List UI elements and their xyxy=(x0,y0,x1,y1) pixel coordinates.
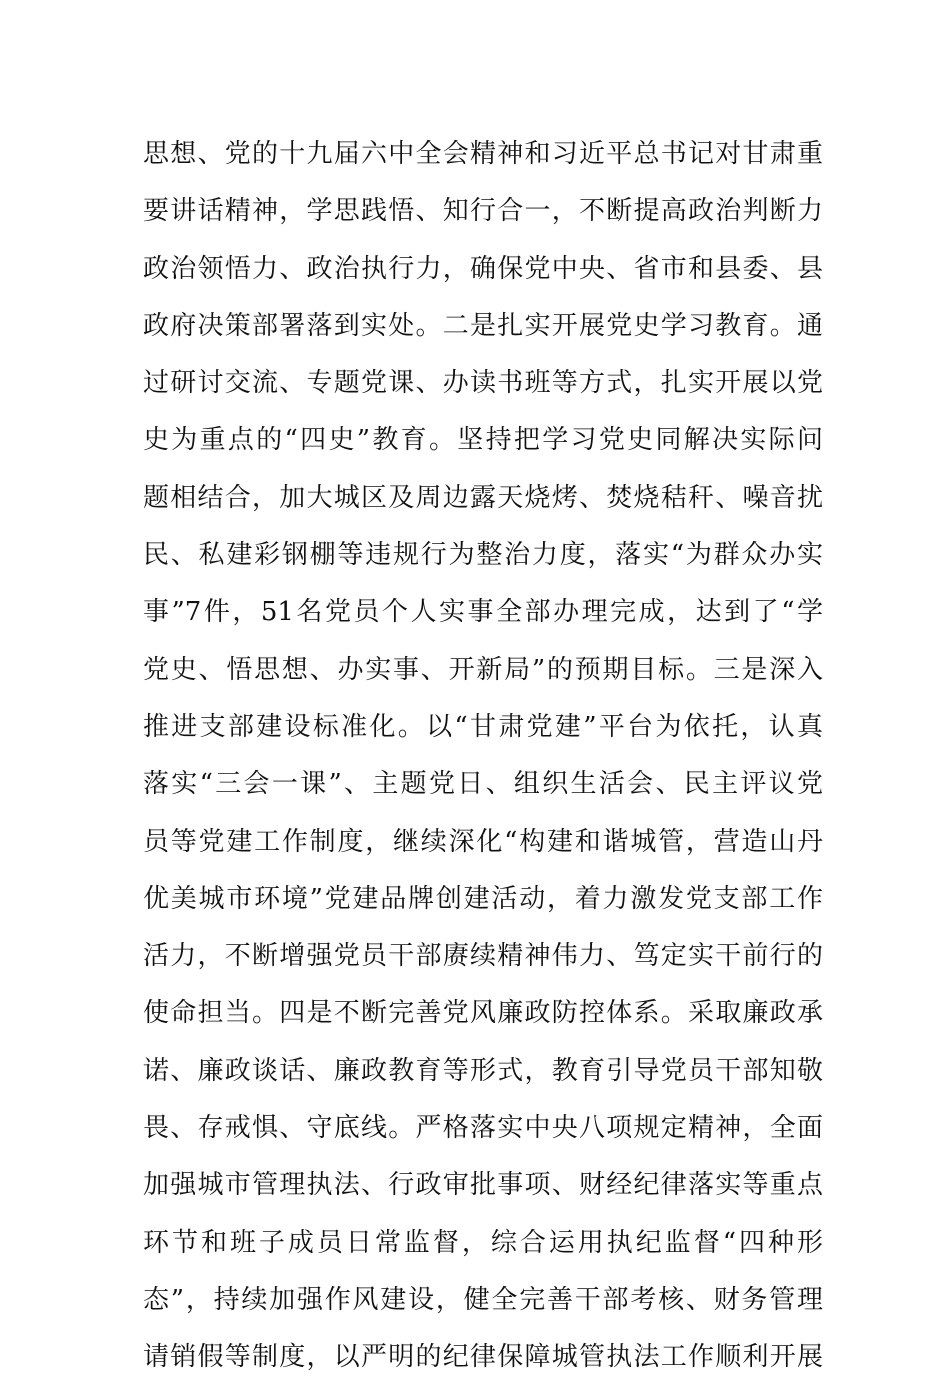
text-line: 推进支部建设标准化。以“甘肃党建”平台为依托，认真 xyxy=(143,711,823,742)
text-line: 题相结合，加大城区及周边露天烧烤、焚烧秸秆、噪音扰 xyxy=(143,482,823,513)
text-line: 民、私建彩钢棚等违规行为整治力度，落实“为群众办实 xyxy=(143,540,823,571)
text-line: 史为重点的“四史”教育。坚持把学习党史同解决实际问 xyxy=(143,425,823,456)
text-line: 事”7件，51名党员个人实事全部办理完成，达到了“学 xyxy=(143,597,823,628)
text-line: 活力，不断增强党员干部赓续精神伟力、笃定实干前行的 xyxy=(143,941,823,972)
text-line: 使命担当。四是不断完善党风廉政防控体系。采取廉政承 xyxy=(143,998,823,1029)
text-line: 思想、党的十九届六中全会精神和习近平总书记对甘肃重 xyxy=(143,139,823,169)
text-line: 加强城市管理执法、行政审批事项、财经纪律落实等重点 xyxy=(143,1170,823,1201)
body-text xyxy=(143,126,823,1387)
text-line: 落实“三会一课”、主题党日、组织生活会、民主评议党 xyxy=(143,769,823,800)
text-line: 诺、廉政谈话、廉政教育等形式，教育引导党员干部知敬 xyxy=(143,1055,823,1086)
text-line: 党史、悟思想、办实事、开新局”的预期目标。三是深入 xyxy=(143,654,823,685)
text-line: 员等党建工作制度，继续深化“构建和谐城管，营造山丹 xyxy=(143,826,823,857)
text-line: 政治领悟力、政治执行力，确保党中央、省市和县委、县 xyxy=(143,253,823,284)
text-line: 态”，持续加强作风建设，健全完善干部考核、财务管理 xyxy=(143,1284,823,1315)
text-line: 要讲话精神，学思践悟、知行合一，不断提高政治判断力 xyxy=(143,196,823,227)
text-line: 优美城市环境”党建品牌创建活动，着力激发党支部工作 xyxy=(143,883,823,914)
text-line: 过研讨交流、专题党课、办读书班等方式，扎实开展以党 xyxy=(143,368,823,399)
text-line: 环节和班子成员日常监督，综合运用执纪监督“四种形 xyxy=(143,1227,823,1258)
text-line: 请销假等制度，以严明的纪律保障城管执法工作顺利开展 xyxy=(143,1342,823,1373)
text-line: 政府决策部署落到实处。二是扎实开展党史学习教育。通 xyxy=(143,310,823,341)
text-line: 畏、存戒惧、守底线。严格落实中央八项规定精神，全面 xyxy=(143,1113,823,1144)
